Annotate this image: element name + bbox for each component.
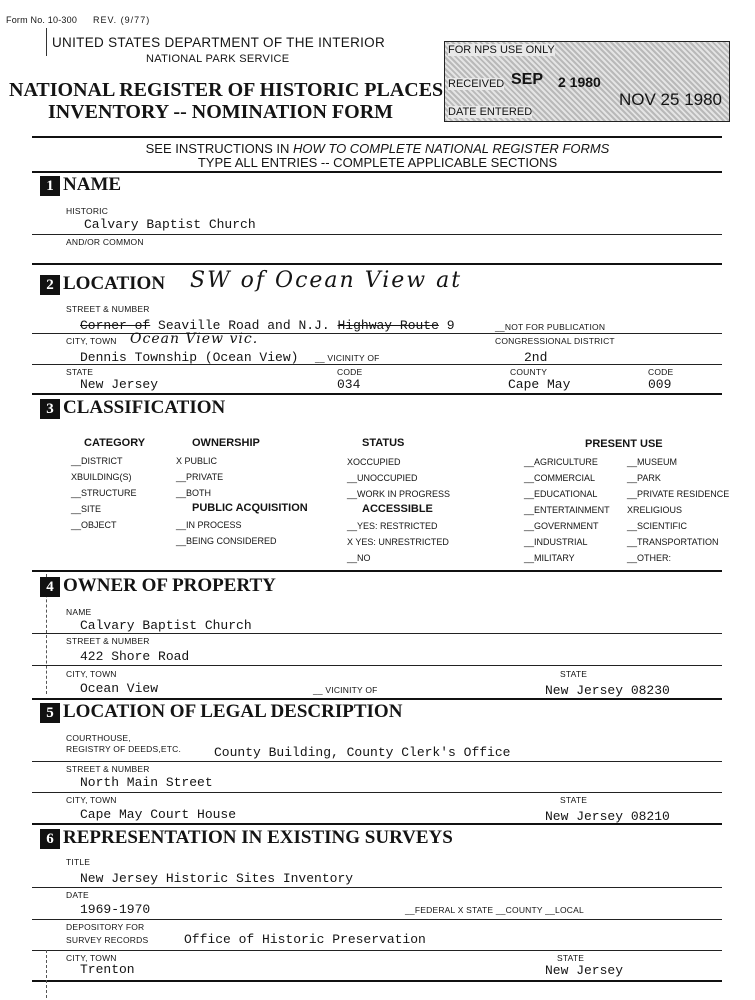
instructions-line2: TYPE ALL ENTRIES -- COMPLETE APPLICABLE SECTIONS: [197, 155, 558, 170]
handwritten-city: Ocean View vic.: [130, 331, 259, 347]
category-structure: __STRUCTURE: [71, 488, 137, 498]
vicinity-label: __ VICINITY OF: [315, 353, 380, 363]
form-number: Form No. 10-300: [6, 15, 78, 25]
header-rule: [32, 136, 722, 138]
form-revision: REV. (9/77): [93, 15, 151, 25]
use-military: __MILITARY: [524, 553, 575, 563]
owner-name: Calvary Baptist Church: [80, 618, 252, 633]
legal-state-label: STATE: [560, 795, 588, 805]
legal-street: North Main Street: [80, 775, 213, 790]
use-industrial: __INDUSTRIAL: [524, 537, 588, 547]
accessible-restricted: __YES: RESTRICTED: [347, 521, 438, 531]
section-6-number: 6: [40, 829, 60, 849]
courthouse-label-line2: REGISTRY OF DEEDS,ETC.: [66, 744, 182, 754]
category-object: __OBJECT: [71, 520, 117, 530]
received-label: RECEIVED: [448, 78, 505, 90]
status-unoccupied: __UNOCCUPIED: [347, 473, 418, 483]
owner-state: New Jersey 08230: [545, 683, 670, 698]
legal-city: Cape May Court House: [80, 807, 237, 822]
section-3-number: 3: [40, 399, 60, 419]
rule: [32, 950, 722, 951]
section-rule: [32, 570, 722, 572]
category-heading: CATEGORY: [84, 437, 146, 449]
margin-mark: [46, 28, 47, 56]
category-site: __SITE: [71, 504, 102, 514]
received-month-stamp: SEP: [511, 71, 544, 88]
survey-date-label: DATE: [66, 890, 89, 900]
state-label: STATE: [66, 367, 94, 377]
city-label: CITY, TOWN: [66, 336, 117, 346]
survey-title-label: TITLE: [66, 857, 91, 867]
status-occupied: XOCCUPIED: [347, 457, 401, 467]
rule: [32, 364, 722, 365]
section-3-title: CLASSIFICATION: [63, 397, 226, 418]
historic-label: HISTORIC: [66, 206, 109, 216]
accessible-heading: ACCESSIBLE: [362, 503, 433, 515]
section-rule: [32, 263, 722, 265]
date-entered-stamp: NOV 25 1980: [619, 90, 723, 109]
margin-mark: [46, 950, 47, 998]
use-private-residence: __PRIVATE RESIDENCE: [627, 489, 730, 499]
historic-name: Calvary Baptist Church: [84, 217, 256, 232]
legal-street-label: STREET & NUMBER: [66, 764, 150, 774]
form-title-line1: NATIONAL REGISTER OF HISTORIC PLACES: [9, 79, 444, 101]
section-2-title: LOCATION: [63, 273, 166, 294]
rule: [32, 887, 722, 888]
section-2-number: 2: [40, 275, 60, 295]
received-date-stamp: 2 1980: [558, 74, 601, 90]
state-value: New Jersey: [80, 377, 159, 392]
category-building: XBUILDING(S): [71, 472, 132, 482]
depository-value: Office of Historic Preservation: [184, 932, 426, 947]
section-6-title: REPRESENTATION IN EXISTING SURVEYS: [63, 827, 453, 848]
handwritten-location-note: SW of Ocean View at: [190, 268, 463, 293]
form-title-line2: INVENTORY -- NOMINATION FORM: [48, 101, 394, 123]
present-use-heading: PRESENT USE: [585, 438, 663, 450]
street-label: STREET & NUMBER: [66, 304, 150, 314]
owner-state-label: STATE: [560, 669, 588, 679]
use-religious: XRELIGIOUS: [627, 505, 683, 515]
survey-levels: __FEDERAL X STATE __COUNTY __LOCAL: [405, 905, 584, 915]
legal-city-label: CITY, TOWN: [66, 795, 117, 805]
rule: [32, 633, 722, 634]
owner-vicinity-label: __ VICINITY OF: [313, 685, 378, 695]
depository-label-line2: SURVEY RECORDS: [66, 935, 149, 945]
survey-date: 1969-1970: [80, 902, 151, 917]
section-5-number: 5: [40, 703, 60, 723]
nps-use-label: FOR NPS USE ONLY: [448, 44, 555, 56]
county-code: 009: [648, 377, 672, 392]
ownership-heading: OWNERSHIP: [192, 437, 260, 449]
survey-state: New Jersey: [545, 963, 624, 978]
use-government: __GOVERNMENT: [524, 521, 599, 531]
use-entertainment: __ENTERTAINMENT: [524, 505, 610, 515]
section-4-title: OWNER OF PROPERTY: [63, 575, 276, 596]
instructions-rule: [32, 171, 722, 173]
owner-street-label: STREET & NUMBER: [66, 636, 150, 646]
use-park: __PARK: [627, 473, 661, 483]
use-transportation: __TRANSPORTATION: [627, 537, 719, 547]
accessible-unrestricted: X YES: UNRESTRICTED: [347, 537, 449, 547]
ownership-public: X PUBLIC: [176, 456, 218, 466]
acquisition-being-considered: __BEING CONSIDERED: [176, 536, 277, 546]
section-rule: [32, 823, 722, 825]
section-5-title: LOCATION OF LEGAL DESCRIPTION: [63, 701, 403, 722]
acquisition-heading: PUBLIC ACQUISITION: [192, 502, 308, 514]
owner-city-label: CITY, TOWN: [66, 669, 117, 679]
acquisition-in-process: __IN PROCESS: [176, 520, 242, 530]
county-code-label: CODE: [648, 367, 674, 377]
city-value: Dennis Township (Ocean View): [80, 350, 299, 365]
section-1-title: NAME: [63, 174, 122, 195]
street-address: Corner of Seaville Road and N.J. Highway Route 9: [80, 318, 455, 333]
courthouse-label-line1: COURTHOUSE,: [66, 733, 131, 743]
owner-street: 422 Shore Road: [80, 649, 190, 664]
owner-city: Ocean View: [80, 681, 159, 696]
use-commercial: __COMMERCIAL: [524, 473, 596, 483]
legal-state: New Jersey 08210: [545, 809, 670, 824]
congressional-label: CONGRESSIONAL DISTRICT: [495, 336, 615, 346]
survey-title: New Jersey Historic Sites Inventory: [80, 871, 354, 886]
rule: [32, 665, 722, 666]
courthouse-value: County Building, County Clerk's Office: [214, 745, 511, 760]
category-district: __DISTRICT: [71, 456, 123, 466]
department-name: UNITED STATES DEPARTMENT OF THE INTERIOR: [52, 35, 386, 50]
bottom-rule: [32, 980, 722, 982]
depository-label-line1: DEPOSITORY FOR: [66, 922, 145, 932]
survey-city: Trenton: [80, 962, 135, 977]
status-heading: STATUS: [362, 437, 405, 449]
congressional-district: 2nd: [524, 350, 548, 365]
use-educational: __EDUCATIONAL: [524, 489, 598, 499]
nps-use-box: [444, 41, 730, 122]
status-work-in-progress: __WORK IN PROGRESS: [347, 489, 451, 499]
use-museum: __MUSEUM: [627, 457, 678, 467]
rule: [32, 919, 722, 920]
survey-city-label: CITY, TOWN: [66, 953, 117, 963]
code-label: CODE: [337, 367, 363, 377]
rule: [32, 792, 722, 793]
section-1-number: 1: [40, 176, 60, 196]
owner-name-label: NAME: [66, 607, 92, 617]
survey-state-label: STATE: [557, 953, 585, 963]
state-code: 034: [337, 377, 361, 392]
instructions-line1: SEE INSTRUCTIONS IN HOW TO COMPLETE NATIONAL REGISTER FORMS: [145, 141, 610, 156]
not-for-publication: __NOT FOR PUBLICATION: [495, 322, 606, 332]
county-label: COUNTY: [510, 367, 548, 377]
use-other: __OTHER:: [627, 553, 672, 563]
ownership-both: __BOTH: [176, 488, 212, 498]
use-agriculture: __AGRICULTURE: [524, 457, 598, 467]
rule: [32, 761, 722, 762]
service-name: NATIONAL PARK SERVICE: [146, 53, 290, 65]
use-scientific: __SCIENTIFIC: [627, 521, 688, 531]
ownership-private: __PRIVATE: [176, 472, 224, 482]
county-value: Cape May: [508, 377, 571, 392]
section-4-number: 4: [40, 577, 60, 597]
accessible-no: __NO: [347, 553, 371, 563]
section-rule: [32, 393, 722, 395]
common-label: AND/OR COMMON: [66, 237, 144, 247]
section-rule: [32, 698, 722, 700]
date-entered-label: DATE ENTERED: [448, 106, 533, 118]
rule: [32, 234, 722, 235]
